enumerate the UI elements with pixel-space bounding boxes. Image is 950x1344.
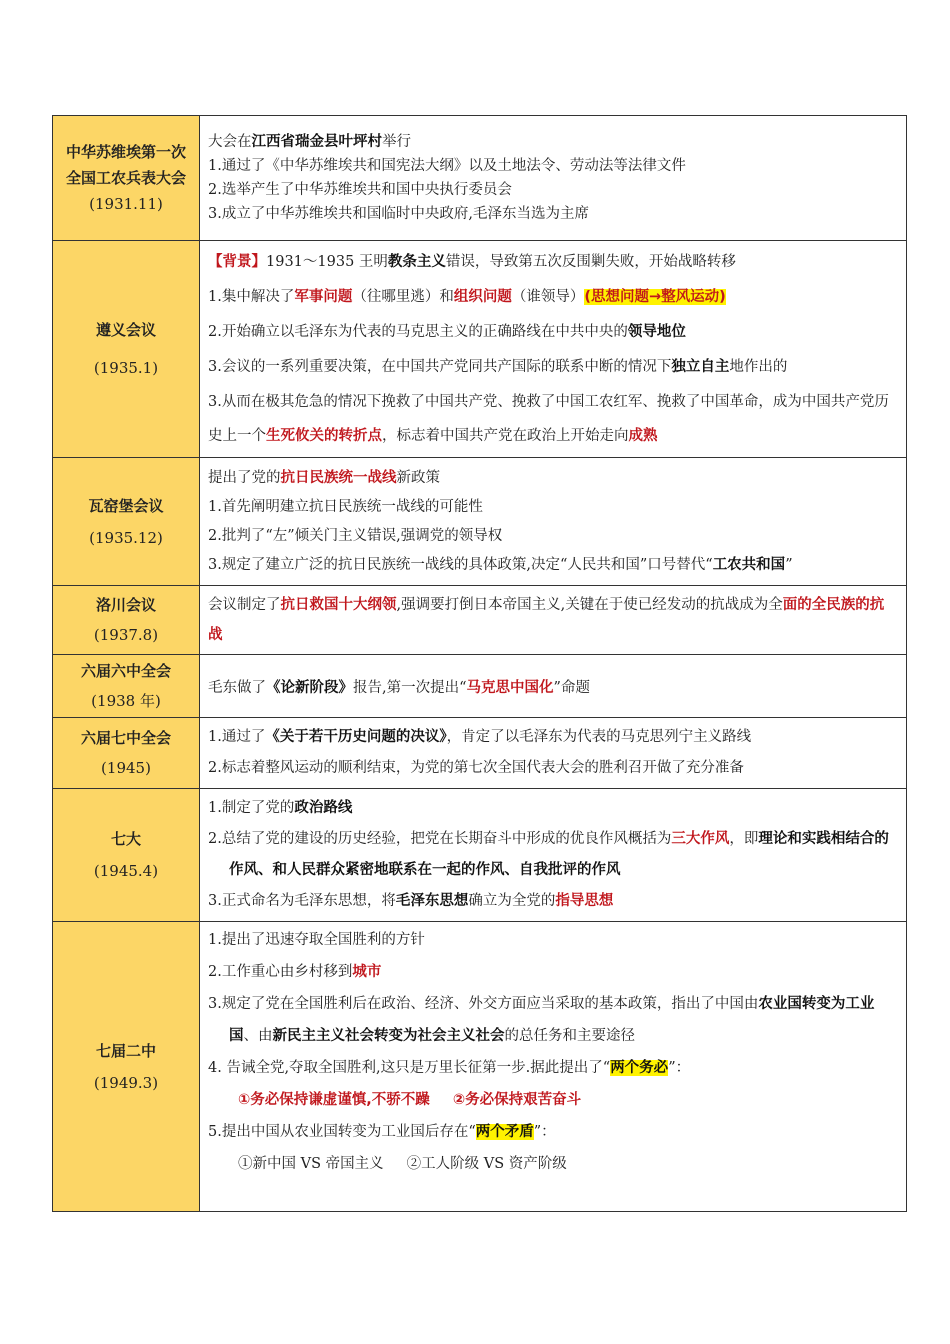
highlight: 两个务必 [610, 1060, 669, 1076]
content-line: 4. 告诫全党,夺取全国胜利,这只是万里长征第一步.据此提出了“两个务必”： [208, 1060, 691, 1076]
content-line: 毛东做了《论新阶段》报告,第一次提出“马克思中国化”命题 [208, 679, 590, 696]
content-cell [200, 586, 907, 655]
content-line: 2.开始确立以毛泽东为代表的马克思主义的正确路线在中共中央的领导地位 [208, 324, 686, 340]
event-cell [53, 655, 200, 718]
content-line: 2.标志着整风运动的顺利结束，为党的第七次全国代表大会的胜利召开做了充分准备 [208, 760, 744, 776]
content-line: 【背景】1931～1935 王明教条主义错误，导致第五次反围剿失败，开始战略转移 [208, 254, 736, 270]
content-cell [200, 655, 907, 718]
highlight: 两个矛盾 [475, 1124, 534, 1140]
table-row [53, 718, 907, 789]
content-line: 3.规定了建立广泛的抗日民族统一战线的具体政策,决定“人民共和国”口号替代“工农共和国” [208, 556, 793, 573]
content-line: 1.集中解决了军事问题（往哪里逃）和组织问题（谁领导）(思想问题→整风运动) [208, 289, 726, 305]
content-line: 会议制定了抗日救国十大纲领,强调要打倒日本帝国主义,关键在于使已经发动的抗战成为全面的全民族的抗战 [208, 597, 885, 643]
content-line: 5.提出中国从农业国转变为工业国后存在“两个矛盾”： [208, 1124, 556, 1140]
table-row [53, 586, 907, 655]
event-title: 六届七中全会 [80, 729, 171, 747]
content-line: 3.正式命名为毛泽东思想，将毛泽东思想确立为全党的指导思想 [208, 893, 614, 909]
event-cell [53, 718, 200, 789]
history-table [52, 115, 907, 1212]
event-title: 中华苏维埃第一次全国工农兵表大会 [65, 143, 186, 187]
event-date: (1935.1) [93, 359, 159, 377]
event-title: 六届六中全会 [80, 662, 171, 680]
event-date: (1945) [101, 759, 151, 777]
event-cell [53, 586, 200, 655]
content-line: 2.总结了党的建设的历史经验，把党在长期奋斗中形成的优良作风概括为三大作风，即理论和实践相结合的作风、和人民群众紧密地联系在一起的作风、自我批评的作风 [208, 831, 889, 878]
table-row [53, 922, 907, 1212]
event-cell [53, 789, 200, 922]
content-line: 1.提出了迅速夺取全国胜利的方针 [208, 932, 425, 948]
content-line: 3.规定了党在全国胜利后在政治、经济、外交方面应当采取的基本政策，指出了中国由农业国转变为工业国、由新民主主义社会转变为社会主义社会的总任务和主要途径 [208, 996, 875, 1044]
event-date: (1937.8) [93, 626, 159, 644]
event-title: 七届二中 [95, 1041, 156, 1060]
content-line: ①新中国 VS 帝国主义 ②工人阶级 VS 资产阶级 [238, 1156, 567, 1172]
content-line: ①务必保持谦虚谨慎,不骄不躁 ②务必保持艰苦奋斗 [238, 1092, 582, 1108]
content-line: 3.成立了中华苏维埃共和国临时中央政府,毛泽东当选为主席 [208, 206, 589, 222]
event-cell [53, 458, 200, 586]
event-date: (1931.11) [89, 195, 163, 213]
content-line: 提出了党的抗日民族统一战线新政策 [208, 469, 440, 486]
event-title: 洛川会议 [95, 596, 156, 614]
content-cell [200, 922, 907, 1212]
event-date: (1945.4) [93, 862, 159, 880]
table-row [53, 789, 907, 922]
content-line: 1.通过了《中华苏维埃共和国宪法大纲》以及土地法令、劳动法等法律文件 [208, 158, 686, 174]
event-cell [53, 922, 200, 1212]
event-title: 瓦窑堡会议 [88, 496, 164, 515]
content-line: 1.通过了《关于若干历史问题的决议》，肯定了以毛泽东为代表的马克思列宁主义路线 [208, 729, 752, 745]
content-line: 2.批判了“左”倾关门主义错误,强调党的领导权 [208, 527, 503, 544]
event-date: (1949.3) [93, 1073, 159, 1092]
table-row [53, 458, 907, 586]
content-line: 大会在江西省瑞金县叶坪村举行 [208, 134, 411, 150]
content-line: 2.工作重心由乡村移到城市 [208, 964, 382, 980]
event-cell [53, 116, 200, 241]
event-date: (1938 年) [91, 692, 161, 710]
table-row [53, 241, 907, 458]
content-cell [200, 458, 907, 586]
content-cell [200, 718, 907, 789]
content-cell [200, 116, 907, 241]
content-line: 1.首先阐明建立抗日民族统一战线的可能性 [208, 498, 483, 515]
content-line: 3.会议的一系列重要决策，在中国共产党同共产国际的联系中断的情况下独立自主地作出的 [208, 359, 788, 375]
event-title: 遵义会议 [95, 321, 156, 339]
content-cell [200, 241, 907, 458]
table-row [53, 116, 907, 241]
content-line: 1.制定了党的政治路线 [208, 800, 353, 816]
event-title: 七大 [110, 830, 141, 848]
table-row [53, 655, 907, 718]
content-cell [200, 789, 907, 922]
content-line: 2.选举产生了中华苏维埃共和国中央执行委员会 [208, 182, 512, 198]
highlight: (思想问题→整风运动) [584, 289, 726, 305]
event-cell [53, 241, 200, 458]
content-line: 3.从而在极其危急的情况下挽救了中国共产党、挽救了中国工农红军、挽救了中国革命，成为中国共产党历史上一个生死攸关的转折点，标志着中国共产党在政治上开始走向成熟 [208, 394, 889, 444]
event-date: (1935.12) [89, 528, 163, 547]
